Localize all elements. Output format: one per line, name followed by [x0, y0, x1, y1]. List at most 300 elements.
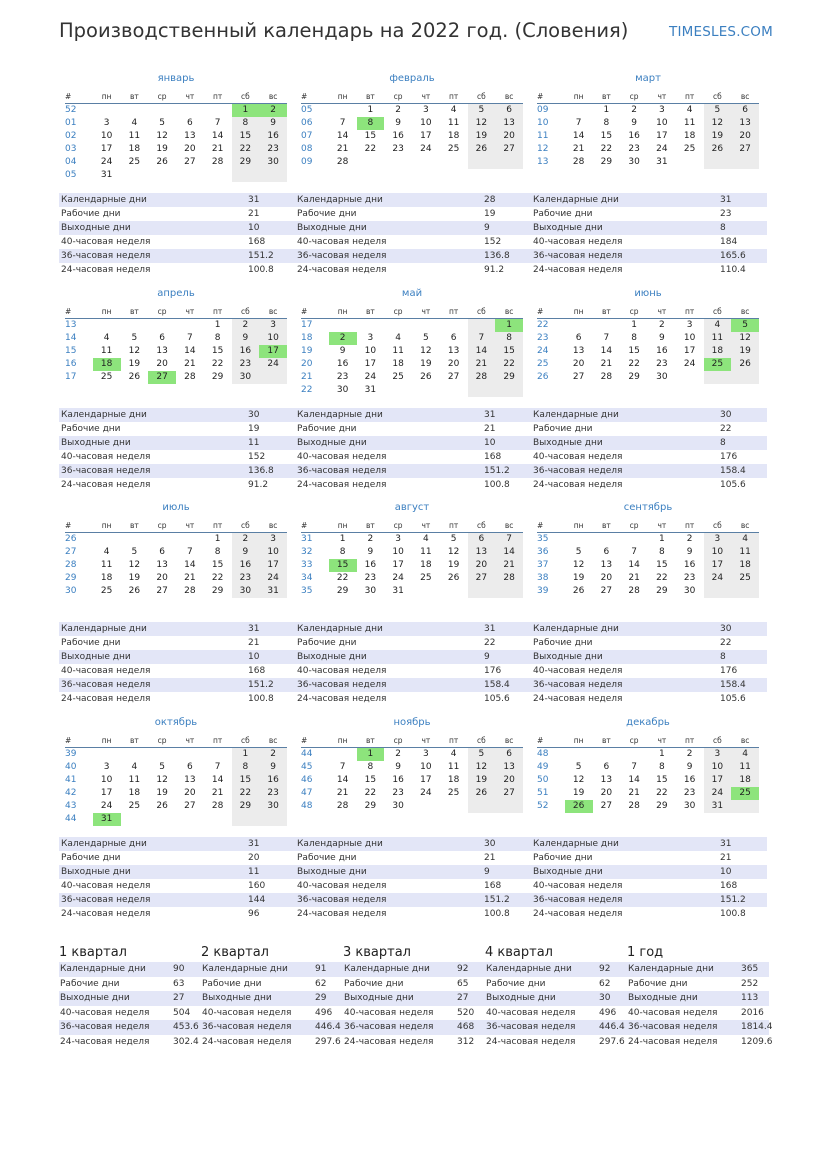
day-cell[interactable]: 21 — [600, 358, 613, 369]
day-cell[interactable]: 29 — [600, 157, 613, 167]
day-cell[interactable]: 24 — [683, 358, 696, 369]
day-cell[interactable]: 28 — [468, 371, 496, 384]
day-cell[interactable]: 9 — [395, 118, 401, 128]
day-cell[interactable]: 14 — [628, 560, 640, 570]
day-cell[interactable]: 23 — [259, 787, 287, 800]
day-cell[interactable]: 13 — [495, 761, 523, 774]
day-cell[interactable]: 6 — [495, 104, 523, 118]
day-cell[interactable]: 19 — [156, 144, 168, 154]
day-cell[interactable]: 24 — [704, 572, 732, 585]
day-cell[interactable]: 27 — [495, 787, 523, 800]
day-cell[interactable]: 4 — [423, 534, 429, 544]
day-cell[interactable]: 20 — [495, 774, 523, 787]
day-cell[interactable]: 18 — [704, 345, 732, 358]
day-cell[interactable]: 11 — [731, 546, 759, 559]
day-cell[interactable]: 16 — [259, 774, 287, 787]
day-cell[interactable]: 30 — [656, 371, 668, 382]
day-cell[interactable]: 4 — [395, 332, 401, 343]
day-cell[interactable]: 11 — [683, 118, 696, 128]
day-cell[interactable]: 24 — [259, 572, 287, 585]
day-cell[interactable]: 29 — [364, 800, 377, 811]
day-cell[interactable]: 9 — [339, 345, 346, 356]
day-cell[interactable]: 15 — [495, 345, 523, 358]
day-cell[interactable]: 12 — [420, 345, 432, 356]
day-cell[interactable]: 5 — [450, 534, 457, 544]
day-cell[interactable]: 6 — [450, 332, 457, 343]
day-cell[interactable]: 9 — [395, 761, 401, 772]
day-cell[interactable]: 31 — [656, 157, 668, 167]
day-cell[interactable]: 2 — [686, 534, 693, 544]
day-cell[interactable]: 15 — [364, 131, 377, 141]
day-cell[interactable]: 14 — [336, 131, 349, 141]
day-cell[interactable]: 17 — [656, 131, 668, 141]
day-cell[interactable]: 1 — [367, 105, 374, 115]
day-cell[interactable]: 8 — [495, 332, 523, 345]
day-cell[interactable]: 20 — [600, 573, 613, 583]
day-cell[interactable]: 24 — [100, 800, 113, 811]
day-cell[interactable]: 10 — [259, 332, 287, 345]
day-cell[interactable]: 7 — [214, 761, 221, 772]
day-cell[interactable]: 21 — [336, 144, 349, 154]
day-cell[interactable]: 30 — [232, 371, 260, 384]
day-cell[interactable]: 29 — [211, 586, 224, 596]
day-cell[interactable]: 23 — [364, 573, 377, 583]
day-cell[interactable]: 22 — [232, 787, 260, 800]
day-cell[interactable]: 27 — [447, 371, 460, 382]
day-cell[interactable]: 12 — [468, 761, 496, 774]
day-cell[interactable]: 25 — [392, 371, 404, 382]
day-cell[interactable]: 3 — [103, 118, 110, 128]
day-cell[interactable]: 6 — [187, 118, 193, 128]
day-cell[interactable]: 26 — [468, 787, 496, 800]
day-cell[interactable]: 20 — [572, 358, 585, 369]
day-cell[interactable]: 19 — [572, 787, 585, 798]
day-cell[interactable]: 19 — [468, 774, 496, 787]
day-cell[interactable]: 21 — [628, 573, 640, 583]
day-cell[interactable]: 29 — [495, 371, 523, 384]
day-cell[interactable]: 29 — [211, 371, 224, 382]
day-cell[interactable]: 3 — [659, 105, 665, 115]
day-cell[interactable]: 15 — [628, 345, 640, 356]
day-cell[interactable]: 30 — [683, 800, 696, 811]
day-cell[interactable]: 10 — [100, 774, 113, 785]
day-cell[interactable]: 7 — [214, 118, 221, 128]
day-cell[interactable]: 26 — [704, 143, 732, 156]
day-cell[interactable]: 26 — [156, 800, 168, 811]
day-cell[interactable]: 28 — [572, 157, 585, 167]
day-cell[interactable]: 4 — [731, 747, 759, 761]
day-cell[interactable]: 25 — [128, 800, 141, 811]
day-cell[interactable]: 27 — [184, 800, 196, 811]
day-cell[interactable]: 26 — [128, 586, 141, 596]
day-cell[interactable]: 22 — [364, 787, 377, 798]
day-cell[interactable]: 21 — [628, 787, 640, 798]
day-cell[interactable]: 9 — [631, 118, 637, 128]
day-cell[interactable]: 16 — [232, 559, 260, 572]
day-cell[interactable]: 24 — [364, 371, 377, 382]
day-cell[interactable]: 23 — [628, 144, 640, 154]
day-cell[interactable]: 14 — [600, 345, 613, 356]
day-cell[interactable]: 19 — [447, 560, 460, 570]
day-cell[interactable]: 24 — [420, 144, 432, 154]
day-cell[interactable]: 7 — [187, 547, 193, 557]
day-cell[interactable]: 7 — [575, 118, 582, 128]
day-cell[interactable]: 11 — [447, 118, 460, 128]
day-cell[interactable]: 8 — [214, 332, 221, 343]
day-cell[interactable]: 20 — [156, 358, 168, 369]
day-cell[interactable]: 12 — [468, 117, 496, 130]
day-cell[interactable]: 31 — [392, 586, 404, 596]
day-cell[interactable]: 13 — [495, 117, 523, 130]
day-cell[interactable]: 27 — [156, 586, 168, 596]
day-cell[interactable]: 21 — [336, 787, 349, 798]
day-cell[interactable]: 22 — [211, 358, 224, 369]
day-cell[interactable]: 8 — [603, 118, 610, 128]
day-cell[interactable]: 25 — [100, 371, 113, 382]
day-cell[interactable]: 13 — [447, 345, 460, 356]
day-cell[interactable]: 31 — [704, 800, 732, 813]
day-cell[interactable]: 14 — [184, 345, 196, 356]
day-cell[interactable]: 31 — [259, 585, 287, 598]
day-cell[interactable]: 26 — [420, 371, 432, 382]
day-cell[interactable]: 30 — [364, 586, 377, 596]
day-cell[interactable]: 1 — [232, 747, 260, 761]
day-cell[interactable]: 19 — [704, 130, 732, 143]
day-cell[interactable]: 13 — [600, 560, 613, 570]
day-cell[interactable]: 27 — [731, 143, 759, 156]
day-cell[interactable]: 23 — [392, 787, 404, 798]
day-cell[interactable]: 11 — [100, 345, 113, 356]
day-cell[interactable]: 11 — [128, 131, 141, 141]
day-cell[interactable]: 6 — [603, 547, 610, 557]
day-cell[interactable]: 22 — [495, 358, 523, 371]
day-cell[interactable]: 9 — [686, 547, 693, 557]
day-cell[interactable]: 4 — [131, 118, 138, 128]
day-cell[interactable]: 30 — [683, 586, 696, 596]
day-cell[interactable]: 22 — [336, 573, 349, 583]
day-cell[interactable]: 13 — [184, 131, 196, 141]
day-cell[interactable]: 11 — [420, 547, 432, 557]
day-cell[interactable]: 10 — [683, 332, 696, 343]
day-cell[interactable]: 24 — [420, 787, 432, 798]
day-cell[interactable]: 15 — [211, 345, 224, 356]
day-cell[interactable]: 6 — [468, 533, 496, 547]
day-cell[interactable]: 17 — [100, 144, 113, 154]
day-cell[interactable]: 4 — [450, 105, 457, 115]
day-cell[interactable]: 2 — [232, 318, 260, 332]
day-cell[interactable]: 16 — [392, 774, 404, 785]
day-cell[interactable]: 6 — [159, 332, 165, 343]
day-cell[interactable]: 28 — [495, 572, 523, 585]
day-cell[interactable]: 6 — [731, 104, 759, 118]
day-cell[interactable]: 22 — [232, 143, 260, 156]
day-cell[interactable]: 19 — [572, 573, 585, 583]
day-cell[interactable]: 5 — [704, 104, 732, 118]
day-cell[interactable]: 26 — [731, 358, 759, 371]
day-cell[interactable]: 4 — [704, 318, 732, 332]
day-cell[interactable]: 16 — [232, 345, 260, 358]
day-cell[interactable]: 12 — [128, 345, 141, 356]
day-cell[interactable]: 28 — [211, 157, 224, 167]
day-cell[interactable]: 9 — [259, 761, 287, 774]
day-cell[interactable]: 26 — [156, 157, 168, 167]
day-cell[interactable]: 24 — [259, 358, 287, 371]
day-cell[interactable]: 19 — [731, 345, 759, 358]
day-cell[interactable]: 17 — [683, 345, 696, 356]
day-cell[interactable]: 8 — [214, 547, 221, 557]
day-cell[interactable]: 19 — [156, 787, 168, 798]
day-cell[interactable]: 3 — [259, 533, 287, 547]
day-cell[interactable]: 13 — [600, 774, 613, 785]
day-cell[interactable]: 8 — [631, 332, 637, 343]
day-cell[interactable]: 26 — [468, 143, 496, 156]
day-cell[interactable]: 12 — [572, 560, 585, 570]
day-cell[interactable]: 16 — [392, 131, 404, 141]
day-cell[interactable]: 10 — [420, 118, 432, 128]
day-cell[interactable]: 9 — [659, 332, 665, 343]
day-cell[interactable]: 27 — [495, 143, 523, 156]
day-cell[interactable]: 19 — [128, 358, 141, 369]
day-cell[interactable]: 21 — [572, 144, 585, 154]
day-cell[interactable]: 16 — [656, 345, 668, 356]
day-cell[interactable]: 19 — [468, 130, 496, 143]
day-cell[interactable]: 25 — [447, 787, 460, 798]
day-cell[interactable]: 24 — [704, 787, 732, 800]
day-cell[interactable]: 11 — [128, 774, 141, 785]
day-cell[interactable]: 3 — [704, 533, 732, 547]
day-cell[interactable]: 31 — [93, 813, 121, 826]
day-cell[interactable]: 20 — [495, 130, 523, 143]
day-cell[interactable]: 28 — [600, 371, 613, 382]
day-cell[interactable]: 4 — [103, 547, 110, 557]
day-cell[interactable]: 25 — [704, 358, 732, 371]
day-cell[interactable]: 15 — [232, 130, 260, 143]
day-cell[interactable]: 7 — [495, 533, 523, 547]
day-cell[interactable]: 21 — [468, 358, 496, 371]
day-cell[interactable]: 11 — [392, 345, 404, 356]
day-cell[interactable]: 20 — [156, 573, 168, 583]
day-cell[interactable]: 7 — [468, 332, 496, 345]
day-cell[interactable]: 23 — [683, 573, 696, 583]
day-cell[interactable]: 12 — [704, 117, 732, 130]
day-cell[interactable]: 28 — [184, 371, 196, 382]
day-cell[interactable]: 30 — [628, 157, 640, 167]
day-cell[interactable]: 10 — [392, 547, 404, 557]
day-cell[interactable]: 30 — [336, 384, 349, 395]
day-cell[interactable]: 29 — [336, 586, 349, 596]
site-link[interactable]: TIMESLES.COM — [669, 24, 773, 40]
day-cell[interactable]: 24 — [392, 573, 404, 583]
day-cell[interactable]: 13 — [572, 345, 585, 356]
day-cell[interactable]: 2 — [395, 105, 401, 115]
day-cell[interactable]: 19 — [128, 573, 141, 583]
day-cell[interactable]: 12 — [156, 131, 168, 141]
day-cell[interactable]: 14 — [495, 546, 523, 559]
day-cell[interactable]: 15 — [656, 560, 668, 570]
day-cell[interactable]: 4 — [103, 332, 110, 343]
day-cell[interactable]: 25 — [731, 787, 759, 800]
day-cell[interactable]: 9 — [686, 761, 693, 772]
day-cell[interactable]: 3 — [395, 534, 401, 544]
day-cell[interactable]: 25 — [128, 157, 141, 167]
day-cell[interactable]: 2 — [395, 748, 401, 759]
day-cell[interactable]: 20 — [184, 144, 196, 154]
day-cell[interactable]: 21 — [211, 144, 224, 154]
day-cell[interactable]: 5 — [468, 104, 496, 118]
day-cell[interactable]: 23 — [336, 371, 349, 382]
day-cell[interactable]: 27 — [148, 371, 176, 384]
day-cell[interactable]: 17 — [364, 358, 377, 369]
day-cell[interactable]: 30 — [232, 585, 260, 598]
day-cell[interactable]: 2 — [259, 747, 287, 761]
day-cell[interactable]: 2 — [367, 534, 374, 544]
day-cell[interactable]: 10 — [364, 345, 377, 356]
day-cell[interactable]: 6 — [575, 332, 582, 343]
day-cell[interactable]: 5 — [575, 547, 582, 557]
day-cell[interactable]: 18 — [683, 131, 696, 141]
day-cell[interactable]: 18 — [447, 774, 460, 785]
day-cell[interactable]: 13 — [731, 117, 759, 130]
day-cell[interactable]: 17 — [259, 559, 287, 572]
day-cell[interactable]: 28 — [211, 800, 224, 811]
day-cell[interactable]: 11 — [447, 761, 460, 772]
day-cell[interactable]: 10 — [420, 761, 432, 772]
day-cell[interactable]: 7 — [603, 332, 610, 343]
day-cell[interactable]: 7 — [631, 547, 637, 557]
day-cell[interactable]: 30 — [392, 800, 404, 811]
day-cell[interactable]: 8 — [659, 547, 665, 557]
day-cell[interactable]: 23 — [232, 572, 260, 585]
day-cell[interactable]: 15 — [656, 774, 668, 785]
day-cell[interactable]: 10 — [704, 761, 732, 774]
day-cell[interactable]: 8 — [659, 761, 665, 772]
day-cell[interactable]: 28 — [628, 800, 640, 811]
day-cell[interactable]: 29 — [232, 156, 260, 169]
day-cell[interactable]: 23 — [683, 787, 696, 798]
day-cell[interactable]: 14 — [211, 774, 224, 785]
day-cell[interactable]: 1 — [214, 534, 221, 544]
day-cell[interactable]: 25 — [100, 586, 113, 596]
day-cell[interactable]: 27 — [572, 371, 585, 382]
day-cell[interactable]: 7 — [339, 761, 346, 772]
day-cell[interactable]: 7 — [339, 118, 346, 128]
day-cell[interactable]: 2 — [259, 104, 287, 118]
day-cell[interactable]: 22 — [656, 787, 668, 798]
day-cell[interactable]: 11 — [704, 332, 732, 345]
day-cell[interactable]: 19 — [420, 358, 432, 369]
day-cell[interactable]: 11 — [731, 761, 759, 774]
day-cell[interactable]: 6 — [159, 547, 165, 557]
day-cell[interactable]: 13 — [468, 546, 496, 559]
day-cell[interactable]: 18 — [128, 787, 141, 798]
day-cell[interactable]: 1 — [357, 747, 385, 761]
day-cell[interactable]: 17 — [259, 345, 287, 358]
day-cell[interactable]: 25 — [683, 144, 696, 154]
day-cell[interactable]: 10 — [259, 546, 287, 559]
day-cell[interactable]: 7 — [631, 761, 637, 772]
day-cell[interactable]: 18 — [731, 559, 759, 572]
day-cell[interactable]: 14 — [211, 131, 224, 141]
day-cell[interactable]: 15 — [364, 774, 377, 785]
day-cell[interactable]: 23 — [259, 143, 287, 156]
day-cell[interactable]: 8 — [339, 547, 346, 557]
day-cell[interactable]: 22 — [656, 573, 668, 583]
day-cell[interactable]: 31 — [364, 384, 377, 395]
day-cell[interactable]: 1 — [214, 319, 221, 330]
day-cell[interactable]: 30 — [259, 156, 287, 169]
day-cell[interactable]: 17 — [704, 774, 732, 787]
day-cell[interactable]: 9 — [259, 117, 287, 130]
day-cell[interactable]: 17 — [392, 560, 404, 570]
day-cell[interactable]: 8 — [357, 117, 385, 130]
day-cell[interactable]: 22 — [628, 358, 640, 369]
day-cell[interactable]: 25 — [420, 573, 432, 583]
day-cell[interactable]: 29 — [656, 800, 668, 811]
day-cell[interactable]: 3 — [367, 332, 374, 343]
day-cell[interactable]: 1 — [631, 319, 637, 330]
day-cell[interactable]: 8 — [367, 761, 374, 772]
day-cell[interactable]: 11 — [100, 560, 113, 570]
day-cell[interactable]: 6 — [495, 747, 523, 761]
day-cell[interactable]: 2 — [631, 105, 637, 115]
day-cell[interactable]: 20 — [468, 559, 496, 572]
day-cell[interactable]: 13 — [156, 345, 168, 356]
day-cell[interactable]: 3 — [103, 761, 110, 772]
day-cell[interactable]: 5 — [575, 761, 582, 772]
day-cell[interactable]: 20 — [600, 787, 613, 798]
day-cell[interactable]: 4 — [131, 761, 138, 772]
day-cell[interactable]: 24 — [100, 157, 113, 167]
day-cell[interactable]: 9 — [232, 546, 260, 559]
day-cell[interactable]: 18 — [731, 774, 759, 787]
day-cell[interactable]: 5 — [159, 118, 165, 128]
day-cell[interactable]: 1 — [495, 318, 523, 332]
day-cell[interactable]: 16 — [336, 358, 349, 369]
day-cell[interactable]: 8 — [232, 117, 260, 130]
day-cell[interactable]: 20 — [447, 358, 460, 369]
day-cell[interactable]: 20 — [184, 787, 196, 798]
day-cell[interactable]: 6 — [603, 761, 610, 772]
day-cell[interactable]: 23 — [656, 358, 668, 369]
day-cell[interactable]: 5 — [159, 761, 165, 772]
day-cell[interactable]: 3 — [423, 105, 429, 115]
day-cell[interactable]: 1 — [232, 104, 260, 118]
day-cell[interactable]: 25 — [447, 144, 460, 154]
day-cell[interactable]: 16 — [628, 131, 640, 141]
day-cell[interactable]: 15 — [600, 131, 613, 141]
day-cell[interactable]: 14 — [572, 131, 585, 141]
day-cell[interactable]: 4 — [450, 748, 457, 759]
day-cell[interactable]: 26 — [447, 573, 460, 583]
day-cell[interactable]: 5 — [131, 547, 138, 557]
day-cell[interactable]: 4 — [686, 105, 693, 115]
day-cell[interactable]: 30 — [259, 800, 287, 813]
day-cell[interactable]: 15 — [232, 774, 260, 787]
day-cell[interactable]: 16 — [364, 560, 377, 570]
day-cell[interactable]: 3 — [704, 747, 732, 761]
day-cell[interactable]: 28 — [184, 586, 196, 596]
day-cell[interactable]: 18 — [100, 573, 113, 583]
day-cell[interactable]: 16 — [259, 130, 287, 143]
day-cell[interactable]: 14 — [184, 560, 196, 570]
day-cell[interactable]: 7 — [187, 332, 193, 343]
day-cell[interactable]: 18 — [93, 358, 121, 371]
day-cell[interactable]: 14 — [336, 774, 349, 785]
day-cell[interactable]: 2 — [329, 332, 357, 345]
day-cell[interactable]: 18 — [420, 560, 432, 570]
day-cell[interactable]: 26 — [128, 371, 141, 382]
day-cell[interactable]: 28 — [336, 157, 349, 167]
